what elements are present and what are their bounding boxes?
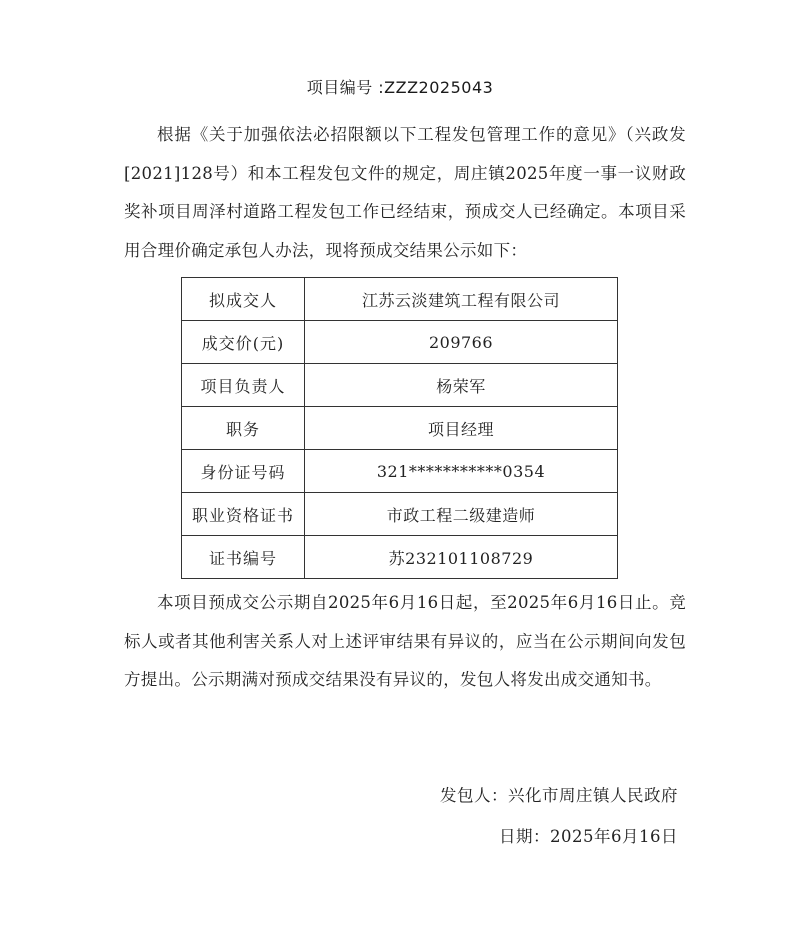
row-label: 职业资格证书 [182, 493, 305, 536]
row-label: 项目负责人 [182, 364, 305, 407]
row-label: 身份证号码 [182, 450, 305, 493]
intro-paragraph: 根据《关于加强依法必招限额以下工程发包管理工作的意见》（兴政发[2021]128号）和本工程发包文件的规定，周庄镇2025年度一事一议财政奖补项目周泽村道路工程发包工作已经结束，预成交人已经确定。本项目采用合理价确定承包人办法，现将预成交结果公示如下： [124, 125, 686, 260]
issue-date: 日期：2025年6月16日 [499, 827, 678, 846]
row-label: 证书编号 [182, 536, 305, 579]
table-row [182, 450, 618, 493]
row-value: 苏232101108729 [305, 536, 618, 579]
row-value: 项目经理 [305, 407, 618, 450]
row-value: 市政工程二级建造师 [305, 493, 618, 536]
table-row [182, 321, 618, 364]
row-label: 职务 [182, 407, 305, 450]
issuer-signature: 发包人：兴化市周庄镇人民政府 [440, 786, 678, 805]
table-row [182, 536, 618, 579]
notice-paragraph: 本项目预成交公示期自2025年6月16日起，至2025年6月16日止。竞标人或者其他利害关系人对上述评审结果有异议的，应当在公示期间向发包方提出。公示期满对预成交结果没有异议的，发包人将发出成交通知书。 [124, 593, 686, 689]
row-value: 杨荣军 [305, 364, 618, 407]
table-row [182, 493, 618, 536]
row-value: 209766 [305, 321, 618, 364]
project-number-title: 项目编号 :ZZZ2025043 [306, 78, 494, 97]
row-label: 拟成交人 [182, 278, 305, 321]
table-row [182, 407, 618, 450]
row-label: 成交价(元) [182, 321, 305, 364]
row-value: 321***********0354 [305, 450, 618, 493]
table-row [182, 364, 618, 407]
result-table [181, 277, 618, 579]
table-row [182, 278, 618, 321]
row-value: 江苏云淡建筑工程有限公司 [305, 278, 618, 321]
